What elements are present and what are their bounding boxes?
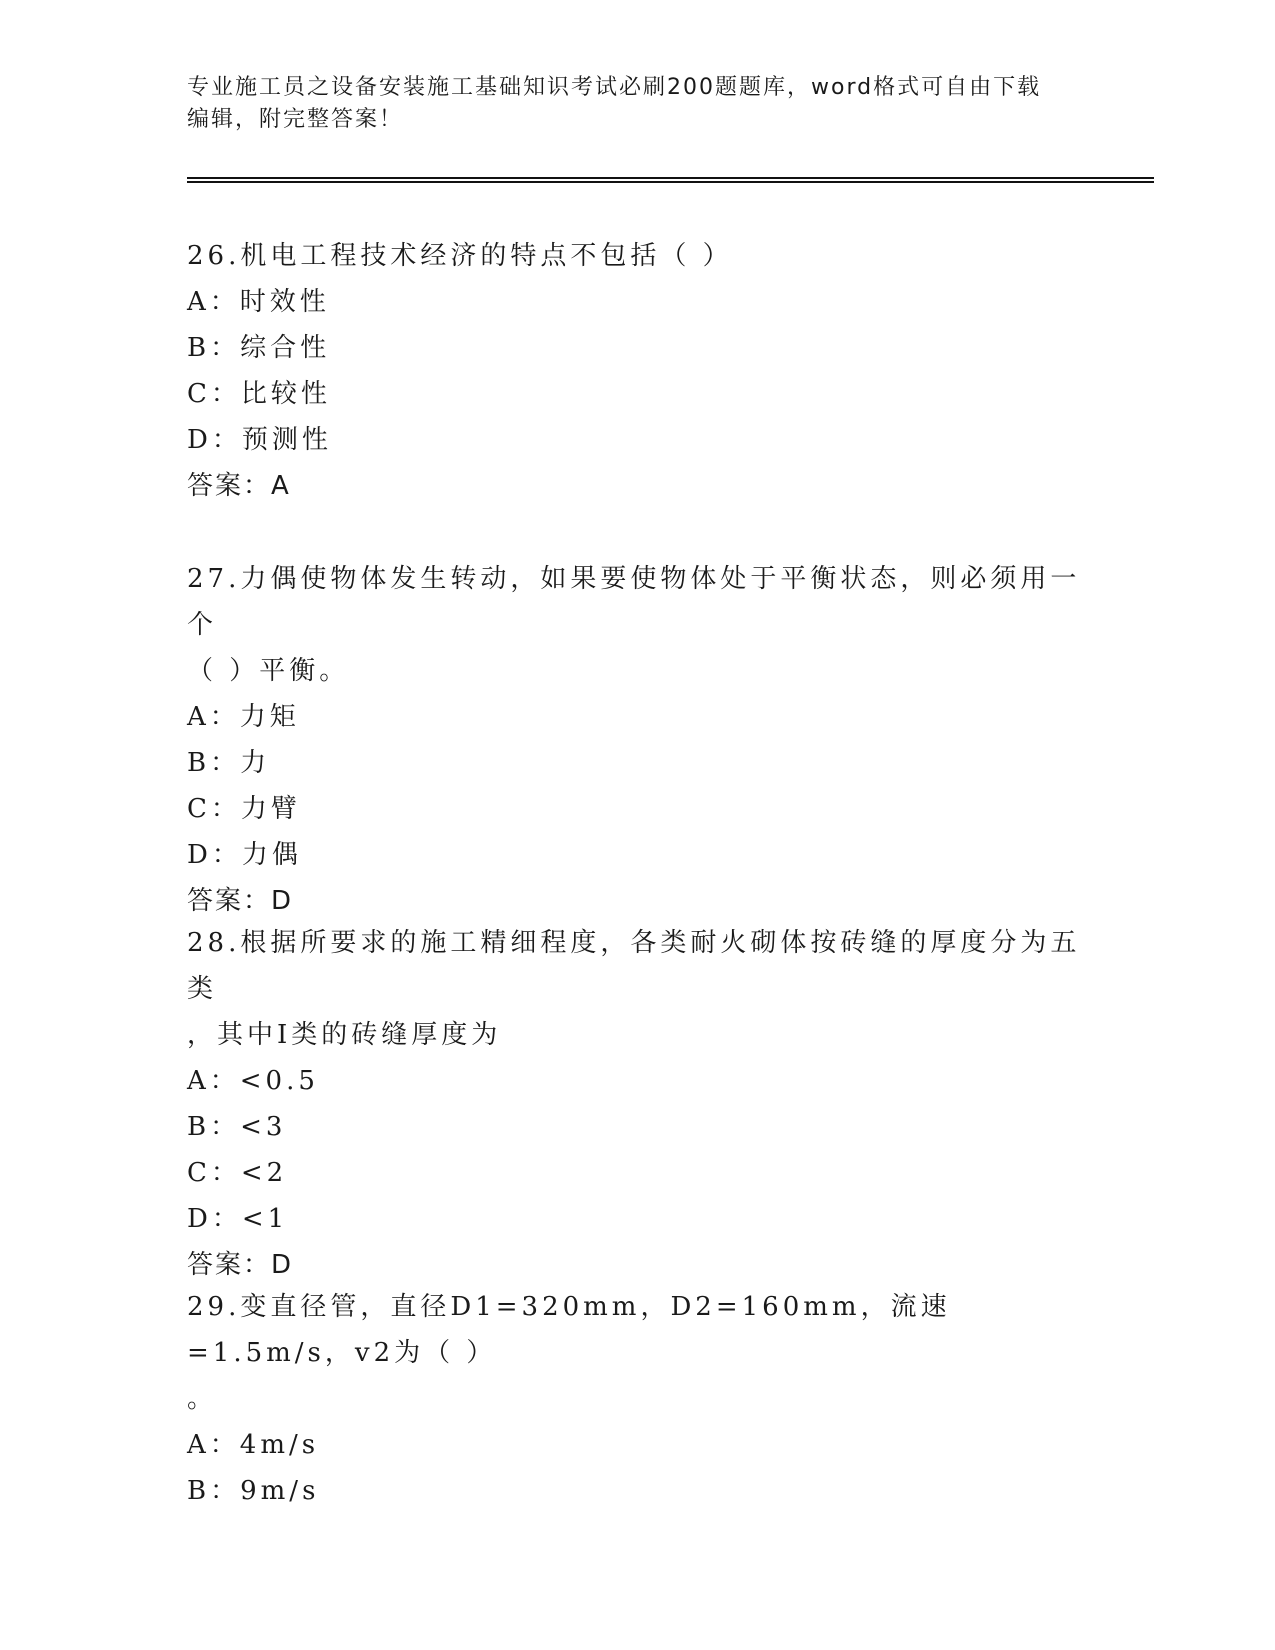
- answer: 答案：D: [187, 886, 294, 916]
- question-29: [187, 1284, 1087, 1514]
- question-stem: 29.变直径管，直径D1=320mm，D2=160mm，流速=1.5m/s，v2为（ ）: [187, 1292, 951, 1368]
- option-b: B：综合性: [187, 333, 331, 363]
- question-stem: 27.力偶使物体发生转动，如果要使物体处于平衡状态，则必须用一个: [187, 564, 1081, 640]
- option-a: A：4m/s: [187, 1430, 320, 1460]
- option-a: A：时效性: [187, 287, 330, 317]
- option-c: C：力臂: [187, 794, 301, 824]
- option-d: D：力偶: [187, 840, 302, 870]
- option-b: B：9m/s: [187, 1476, 320, 1506]
- option-a: A：力矩: [187, 702, 300, 732]
- question-stem-continued: 。: [187, 1384, 218, 1414]
- answer: 答案：D: [187, 1250, 294, 1280]
- question-27: [187, 556, 1087, 924]
- option-c: C：比较性: [187, 379, 331, 409]
- header-line-1: 专业施工员之设备安装施工基础知识考试必刷200题题库，word格式可自由下载: [187, 75, 1042, 100]
- option-d: D：预测性: [187, 425, 332, 455]
- document-header: [187, 72, 1087, 136]
- option-c: C：<2: [187, 1158, 288, 1188]
- question-26: [187, 233, 1087, 509]
- header-divider: [187, 177, 1154, 183]
- answer: 答案：A: [187, 471, 291, 501]
- question-stem-continued: （ ）平衡。: [187, 656, 350, 686]
- option-b: B：力: [187, 748, 271, 778]
- question-28: [187, 920, 1087, 1288]
- header-line-2: 编辑，附完整答案！: [187, 107, 404, 132]
- question-stem: 28.根据所要求的施工精细程度，各类耐火砌体按砖缝的厚度分为五类: [187, 928, 1081, 1004]
- question-stem-continued: ，其中Ⅰ类的砖缝厚度为: [187, 1020, 502, 1050]
- option-a: A：<0.5: [187, 1066, 319, 1096]
- question-stem: 26.机电工程技术经济的特点不包括（ ）: [187, 241, 733, 271]
- option-b: B：<3: [187, 1112, 287, 1142]
- option-d: D：<1: [187, 1204, 289, 1234]
